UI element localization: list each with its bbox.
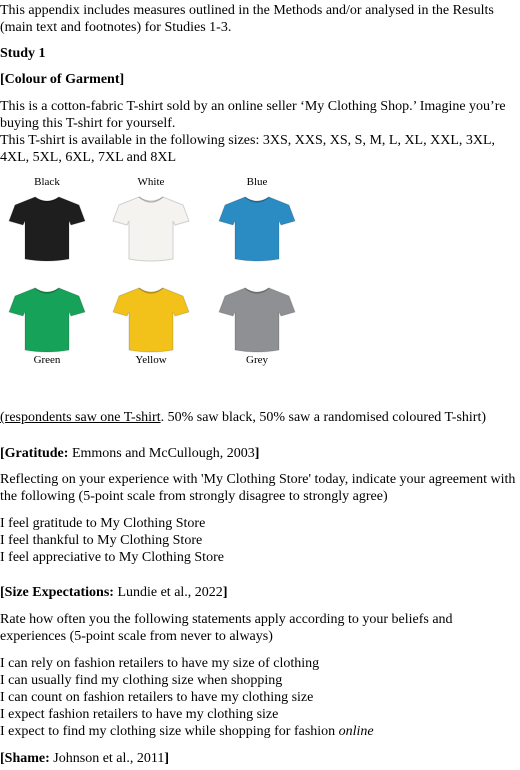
size-instruction: Rate how often you the following statements apply according to your beliefs and experiences (5-point scale from never to always) — [0, 612, 453, 644]
size-expectations-citation: Lundie et al., 2022 — [113, 585, 223, 600]
gratitude-label: Gratitude: — [4, 446, 69, 461]
gratitude-item: I feel gratitude to My Clothing Store — [0, 516, 206, 531]
tshirt-icon — [217, 282, 297, 354]
tshirt-grey — [212, 280, 302, 367]
gratitude-heading: [Gratitude: Emmons and McCullough, 2003] — [0, 446, 260, 461]
tshirt-white — [106, 176, 196, 263]
tshirt-icon — [111, 282, 191, 354]
tshirt-label: Grey — [246, 354, 268, 366]
respondents-note — [0, 409, 520, 426]
sizes-text: This T-shirt is available in the following sizes: 3XS, XXS, XS, S, M, L, XL, XXL, 3XL, 4XL, 5XL, 6XL, 7XL and 8XL — [0, 133, 496, 165]
tshirt-green — [2, 280, 92, 367]
shame-citation: Johnson et al., 2011 — [49, 751, 165, 766]
study-heading: Study 1 — [0, 46, 46, 61]
tshirt-label: Yellow — [135, 354, 167, 366]
tshirt-label: White — [137, 176, 165, 188]
size-expectations-heading: [Size Expectations: Lundie et al., 2022] — [0, 585, 228, 600]
tshirt-label: Black — [34, 176, 60, 188]
size-item: I expect fashion retailers to have my clothing size — [0, 707, 279, 722]
colour-heading: [Colour of Garment] — [0, 72, 125, 87]
tshirt-icon — [217, 191, 297, 263]
tshirt-label: Blue — [246, 176, 268, 188]
tshirt-icon — [7, 191, 87, 263]
online-emphasis: online — [338, 724, 374, 739]
intro-paragraph: This appendix includes measures outlined in the Methods and/or analysed in the Results (main text and footnotes) for Studies 1-3. — [0, 3, 494, 35]
shame-heading: [Shame: Johnson et al., 2011] — [0, 751, 170, 766]
size-item: I can usually find my clothing size when shopping — [0, 673, 283, 688]
tshirt-icon — [111, 191, 191, 263]
gratitude-citation: Emmons and McCullough, 2003 — [68, 446, 255, 461]
tshirt-blue — [212, 176, 302, 263]
tshirt-icon — [7, 282, 87, 354]
size-expectations-label: Size Expectations: — [4, 585, 114, 600]
tshirt-black — [2, 176, 92, 263]
size-item: I expect to find my clothing size while shopping for fashion online — [0, 724, 374, 739]
tshirt-grid — [0, 176, 330, 386]
gratitude-instruction: Reflecting on your experience with 'My Clothing Store' today, indicate your agreement with the following (5-point scale from strongly disagree to strongly agree) — [0, 472, 516, 504]
gratitude-item: I feel appreciative to My Clothing Store — [0, 550, 224, 565]
size-item: I can count on fashion retailers to have my clothing size — [0, 690, 314, 705]
shame-label: Shame: — [4, 751, 50, 766]
size-item: I can rely on fashion retailers to have my size of clothing — [0, 656, 320, 671]
gratitude-item: I feel thankful to My Clothing Store — [0, 533, 203, 548]
tshirt-label: Green — [33, 354, 61, 366]
scenario-text: This is a cotton-fabric T-shirt sold by an online seller ‘My Clothing Shop.’ Imagine you’re buying this T-shirt for yourself. — [0, 99, 506, 131]
respondents-note-rest: . 50% saw black, 50% saw a randomised coloured T-shirt) — [160, 410, 487, 425]
respondents-note-underlined: (respondents saw one T-shirt — [0, 410, 161, 425]
tshirt-yellow — [106, 280, 196, 367]
